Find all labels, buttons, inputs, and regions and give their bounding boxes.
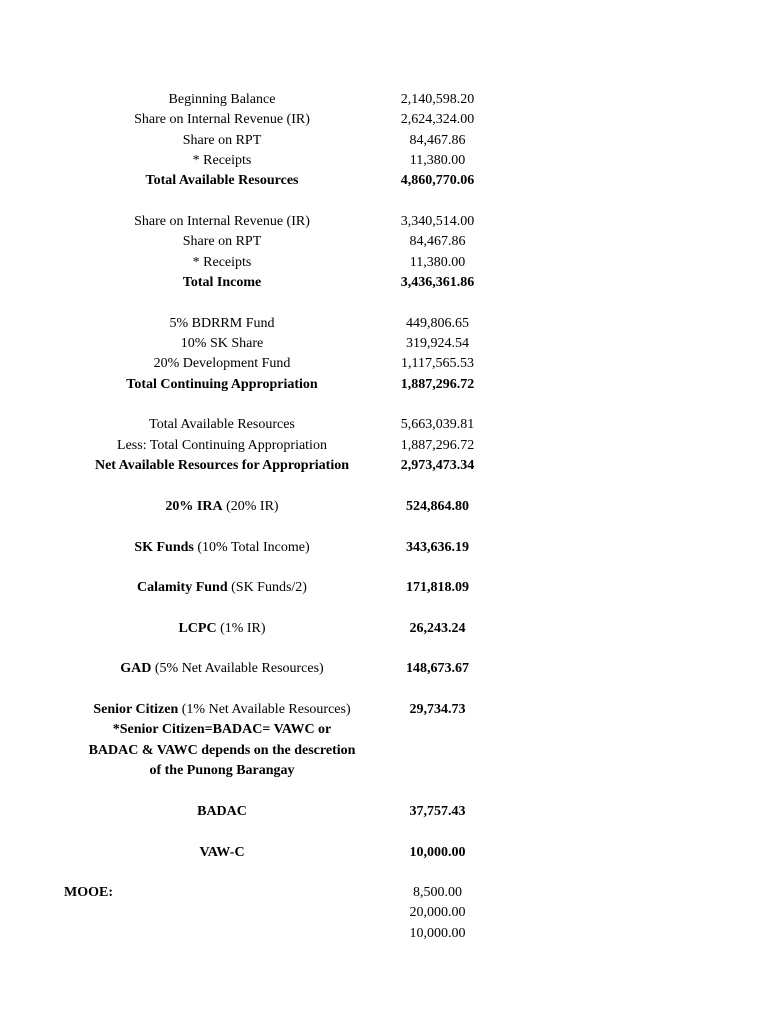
income-share-rpt-label: Share on RPT: [182, 234, 262, 249]
beginning-balance-label: Beginning Balance: [168, 92, 276, 107]
note-line-2: BADAC & VAWC depends on the descretion: [88, 743, 356, 758]
bdrrm-fund-label: 5% BDRRM Fund: [169, 316, 275, 331]
share-ir-label: Share on Internal Revenue (IR): [134, 112, 310, 127]
net-available-resources-value: 2,973,473.34: [400, 458, 475, 473]
share-rpt-label: Share on RPT: [182, 133, 262, 148]
lcpc-value: 26,243.24: [409, 621, 466, 636]
sk-funds-basis: (10% Total Income): [193, 540, 310, 555]
badac-value: 37,757.43: [409, 804, 466, 819]
total-income-label: Total Income: [182, 275, 262, 290]
total-continuing-appropriation-label: Total Continuing Appropriation: [126, 377, 318, 392]
mooe-label: MOOE:: [64, 885, 113, 900]
income-share-ir-label: Share on Internal Revenue (IR): [134, 214, 310, 229]
sk-funds-name: SK Funds: [134, 540, 194, 555]
lcpc-basis: (1% IR): [216, 621, 266, 636]
ira-allocation-label: [72, 497, 372, 517]
calamity-fund-basis: (SK Funds/2): [227, 580, 307, 595]
ira-allocation-name: 20% IRA: [165, 499, 223, 514]
note-line-1: *Senior Citizen=BADAC= VAWC or: [112, 722, 332, 737]
less-continuing-label: Less: Total Continuing Appropriation: [117, 438, 327, 453]
receipts-value: 11,380.00: [409, 153, 466, 168]
beginning-balance-value: 2,140,598.20: [400, 92, 475, 107]
gad-value: 148,673.67: [406, 661, 469, 676]
share-rpt-value: 84,467.86: [409, 133, 466, 148]
total-income-value: 3,436,361.86: [400, 275, 475, 290]
mooe-value-3: 10,000.00: [409, 926, 466, 941]
total-continuing-appropriation-value: 1,887,296.72: [400, 377, 475, 392]
receipts-label: * Receipts: [192, 153, 252, 168]
sk-share-label: 10% SK Share: [180, 336, 264, 351]
mooe-value-2: 20,000.00: [409, 905, 466, 920]
income-share-ir-value: 3,340,514.00: [400, 214, 475, 229]
calamity-fund-value: 171,818.09: [406, 580, 469, 595]
net-available-resources-label: Net Available Resources for Appropriation: [94, 458, 350, 473]
lcpc-label: [72, 619, 372, 639]
senior-citizen-label: [72, 700, 372, 720]
gad-basis: (5% Net Available Resources): [151, 661, 324, 676]
senior-citizen-name: Senior Citizen: [93, 702, 179, 717]
less-continuing-value: 1,887,296.72: [400, 438, 475, 453]
development-fund-value: 1,117,565.53: [401, 356, 474, 371]
ira-allocation-value: 524,864.80: [406, 499, 469, 514]
senior-citizen-basis: (1% Net Available Resources): [178, 702, 351, 717]
gad-label: [72, 659, 372, 679]
income-share-rpt-value: 84,467.86: [409, 234, 466, 249]
development-fund-label: 20% Development Fund: [153, 356, 291, 371]
net-total-available-value: 5,663,039.81: [400, 417, 475, 432]
note-line-3: of the Punong Barangay: [149, 763, 295, 778]
net-total-available-label: Total Available Resources: [149, 417, 295, 432]
calamity-fund-name: Calamity Fund: [137, 580, 228, 595]
total-available-resources-label: Total Available Resources: [145, 173, 299, 188]
lcpc-name: LCPC: [178, 621, 217, 636]
income-receipts-label: * Receipts: [192, 255, 252, 270]
income-receipts-value: 11,380.00: [409, 255, 466, 270]
sk-share-value: 319,924.54: [406, 336, 469, 351]
share-ir-value: 2,624,324.00: [400, 112, 475, 127]
total-available-resources-value: 4,860,770.06: [400, 173, 475, 188]
gad-name: GAD: [120, 661, 152, 676]
badac-label: BADAC: [197, 804, 247, 819]
vawc-label: VAW-C: [199, 845, 245, 860]
senior-citizen-value: 29,734.73: [409, 702, 466, 717]
calamity-fund-label: [72, 578, 372, 598]
sk-funds-value: 343,636.19: [406, 540, 469, 555]
ira-allocation-basis: (20% IR): [222, 499, 279, 514]
bdrrm-fund-value: 449,806.65: [406, 316, 469, 331]
mooe-value-1: 8,500.00: [413, 885, 462, 900]
vawc-value: 10,000.00: [409, 845, 466, 860]
sk-funds-label: [72, 538, 372, 558]
